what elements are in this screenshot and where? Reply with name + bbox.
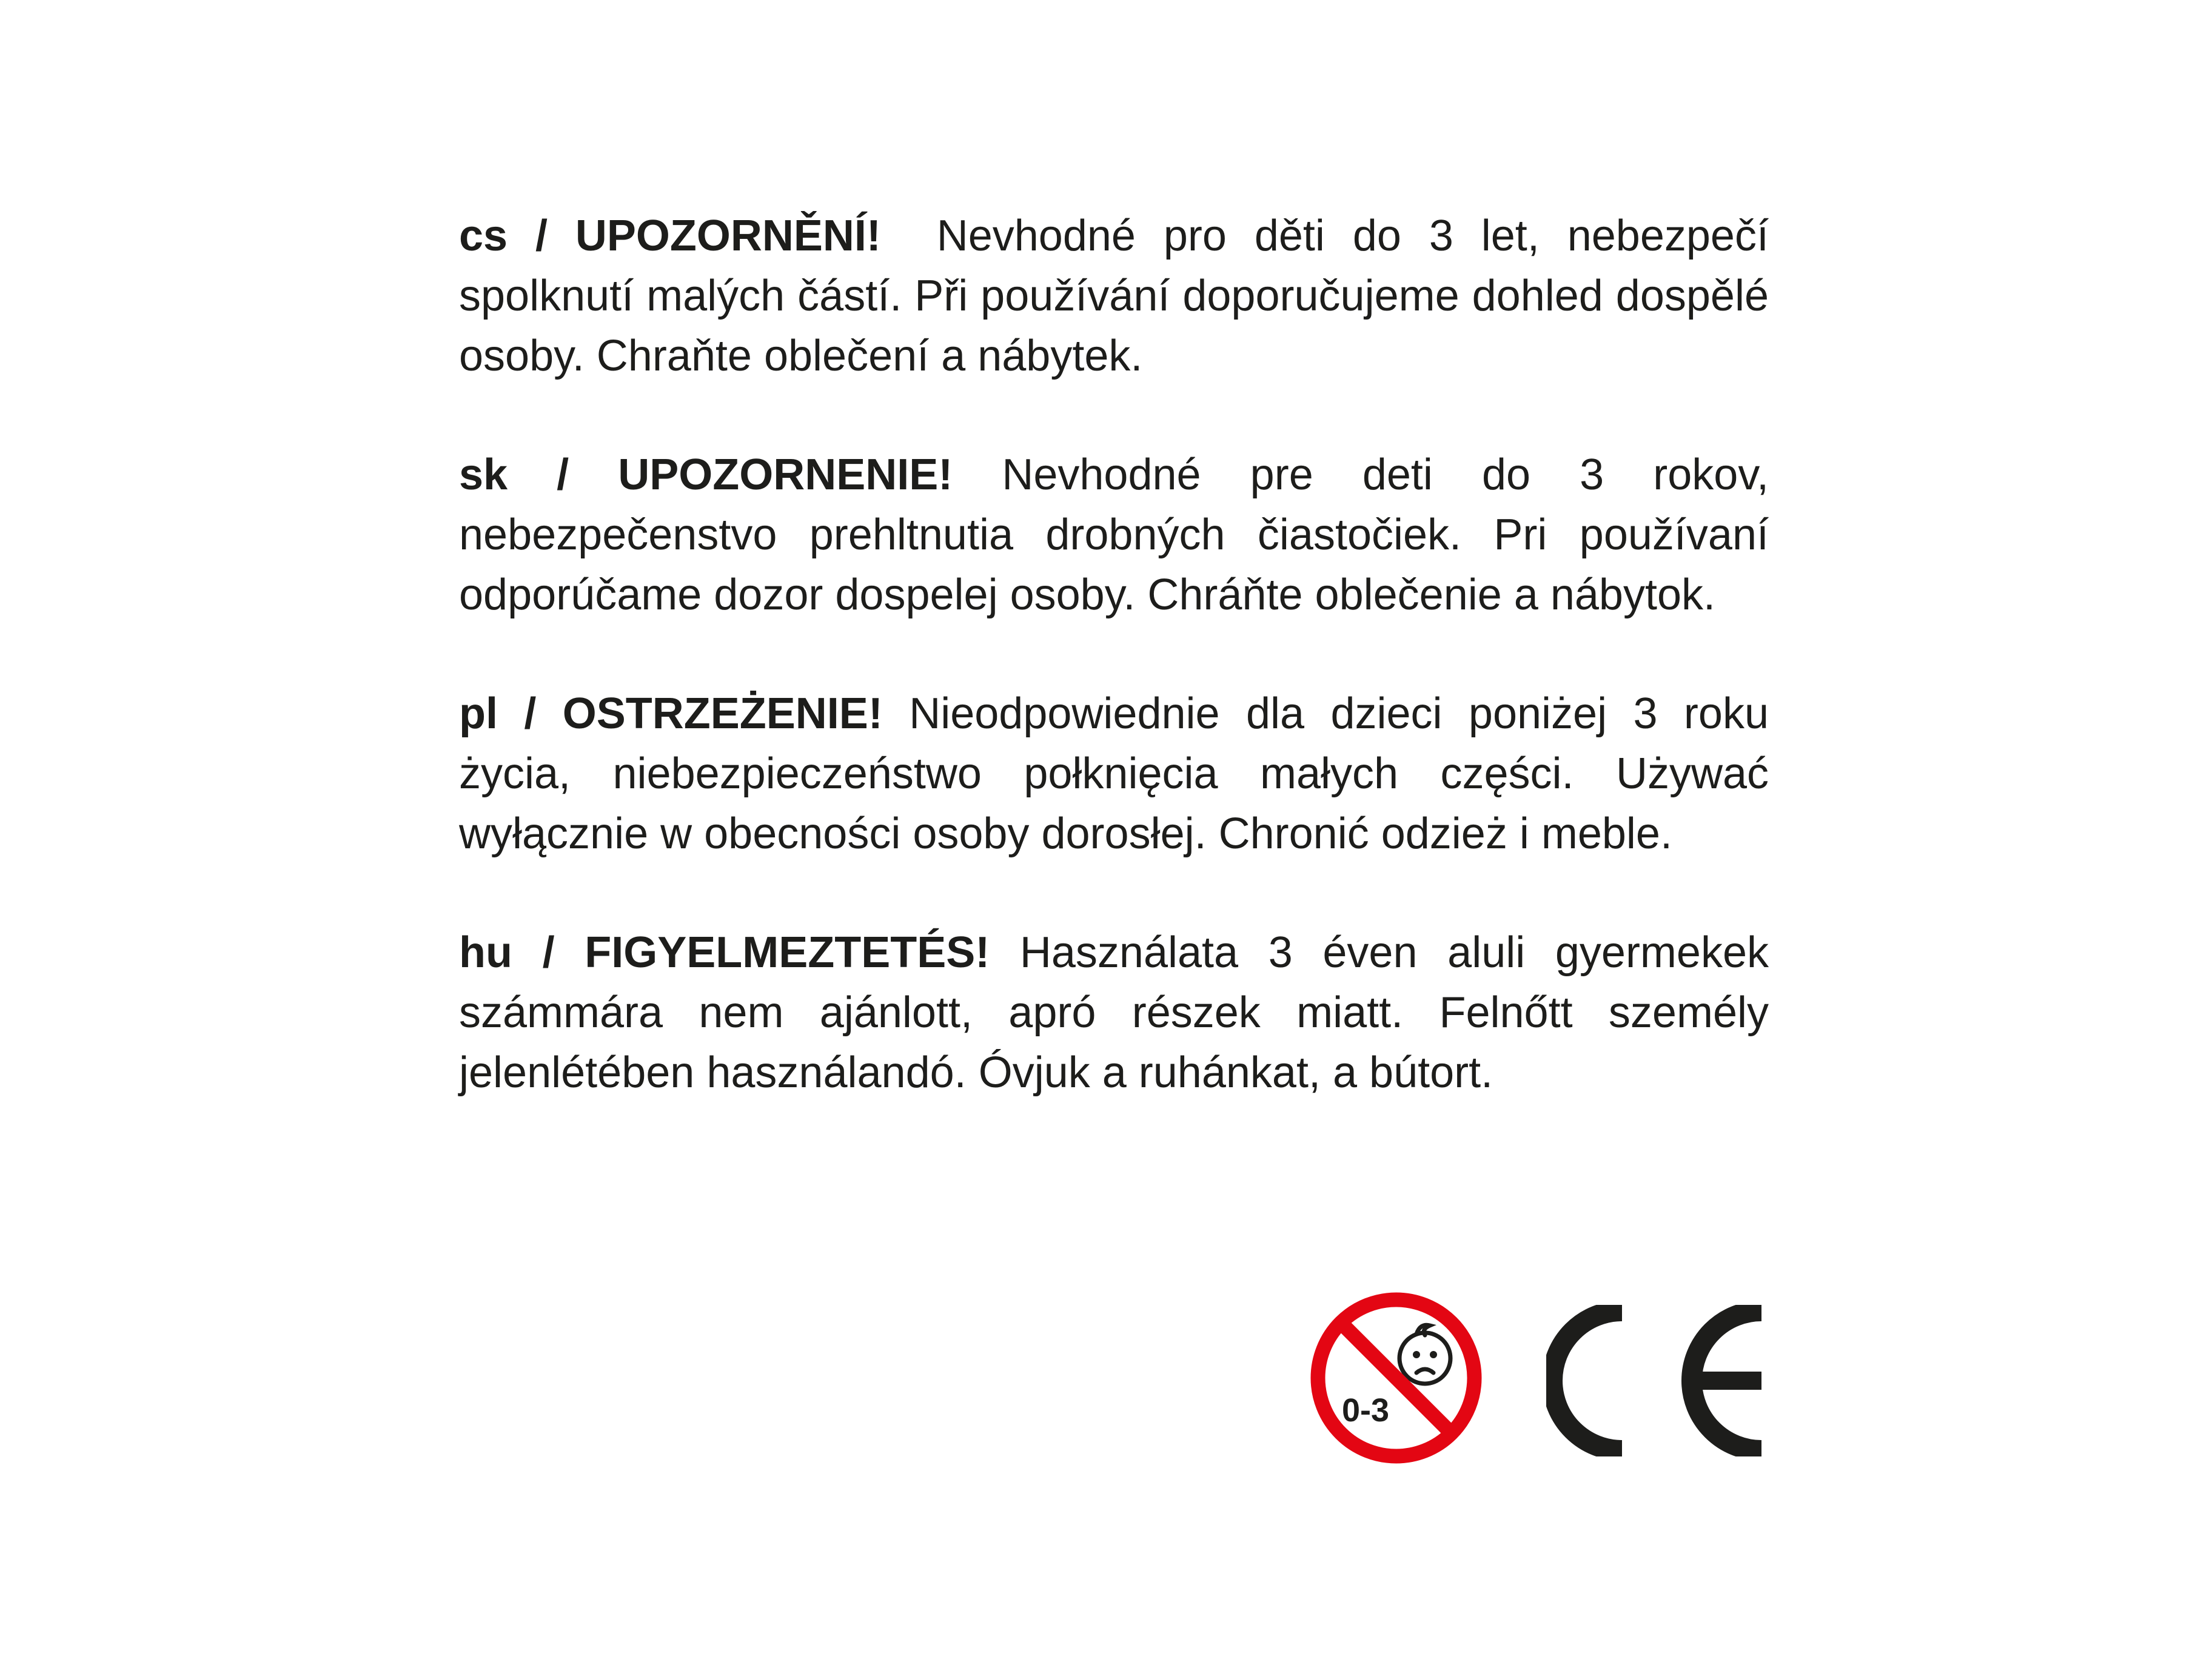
warnings-section [459,206,1769,1103]
warning-title: cs / UPOZORNĚNÍ! [459,212,881,260]
warning-text: Nevhodné pre deti do 3 rokov, nebezpečenstvo prehltnutia drobných čiastočiek. Pri používaní odporúčame dozor dospelej osoby. Chráňte oblečenie a nábytok. [459,451,1769,619]
warning-text: Nevhodné pro děti do 3 let, nebezpečí spolknutí malých částí. Při používání doporučujeme dohled dospělé osoby. Chraňte oblečení a nábytek. [459,212,1769,380]
certification-symbols [1310,1292,1771,1467]
warning-title: hu / FIGYELMEZTETÉS! [459,928,990,977]
age-label: 0-3 [1341,1392,1390,1429]
warning-pl [459,684,1769,864]
warning-cs [459,206,1769,386]
warning-title: pl / OSTRZEŻENIE! [459,689,883,738]
warning-hu [459,923,1769,1103]
warning-sk [459,445,1769,625]
not-for-children-icon [1310,1292,1483,1464]
ce-mark-icon [1546,1305,1771,1456]
warning-title: sk / UPOZORNENIE! [459,451,953,499]
warning-text: Használata 3 éven aluli gyermekek számmára nem ajánlott, apró részek miatt. Felnőtt személy jelenlétében használandó. Óvjuk a ruhánkat, a bútort. [459,928,1769,1097]
warning-text: Nieodpowiednie dla dzieci poniżej 3 roku życia, niebezpieczeństwo połknięcia małych części. Używać wyłącznie w obecności osoby dorosłej. Chronić odzież i meble. [459,689,1769,858]
